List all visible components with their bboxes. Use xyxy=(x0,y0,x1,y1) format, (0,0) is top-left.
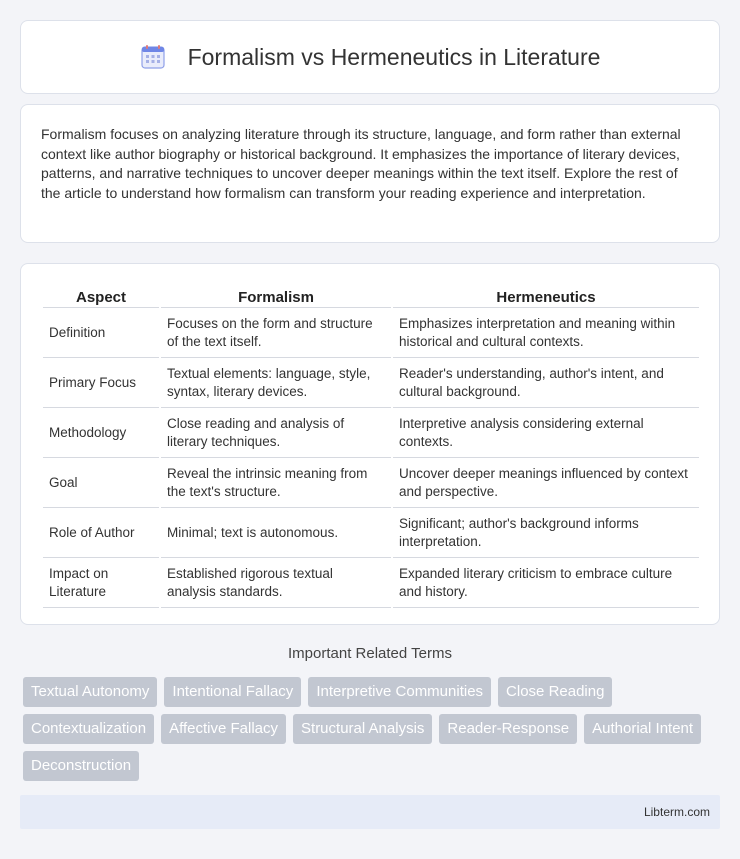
related-term-tag[interactable]: Reader-Response xyxy=(439,714,577,744)
footer xyxy=(20,795,720,829)
related-term-tag[interactable]: Contextualization xyxy=(23,714,154,744)
cell-formalism: Focuses on the form and structure of the text itself. xyxy=(161,308,391,358)
comparison-table-card xyxy=(20,263,720,625)
table-row xyxy=(43,308,699,358)
cell-aspect: Goal xyxy=(43,458,159,508)
table-row xyxy=(43,508,699,558)
table-row xyxy=(43,408,699,458)
calendar-grid-icon xyxy=(140,44,166,70)
cell-formalism: Minimal; text is autonomous. xyxy=(161,508,391,558)
cell-hermeneutics: Expanded literary criticism to embrace culture and history. xyxy=(393,558,699,608)
related-term-tag[interactable]: Affective Fallacy xyxy=(161,714,286,744)
cell-hermeneutics: Significant; author's background informs interpretation. xyxy=(393,508,699,558)
page-title: Formalism vs Hermeneutics in Literature xyxy=(187,43,601,70)
intro-card xyxy=(20,104,720,243)
header-hermeneutics: Hermeneutics xyxy=(393,284,699,308)
related-term-tag[interactable]: Authorial Intent xyxy=(584,714,701,744)
cell-formalism: Established rigorous textual analysis standards. xyxy=(161,558,391,608)
cell-hermeneutics: Interpretive analysis considering external contexts. xyxy=(393,408,699,458)
cell-formalism: Textual elements: language, style, syntax, literary devices. xyxy=(161,358,391,408)
footer-brand-link[interactable]: Libterm.com xyxy=(643,805,710,819)
cell-aspect: Primary Focus xyxy=(43,358,159,408)
related-term-tag[interactable]: Structural Analysis xyxy=(293,714,432,744)
related-term-tag[interactable]: Textual Autonomy xyxy=(23,677,157,707)
table-header-row xyxy=(43,284,699,308)
related-term-tag[interactable]: Deconstruction xyxy=(23,751,139,781)
cell-hermeneutics: Emphasizes interpretation and meaning within historical and cultural contexts. xyxy=(393,308,699,358)
cell-hermeneutics: Uncover deeper meanings influenced by context and perspective. xyxy=(393,458,699,508)
header-aspect: Aspect xyxy=(43,284,159,308)
cell-aspect: Definition xyxy=(43,308,159,358)
related-term-tag[interactable]: Close Reading xyxy=(498,677,612,707)
related-terms-title: Important Related Terms xyxy=(288,645,452,662)
cell-formalism: Close reading and analysis of literary techniques. xyxy=(161,408,391,458)
table-row xyxy=(43,558,699,608)
header-formalism: Formalism xyxy=(161,284,391,308)
title-card xyxy=(20,20,720,94)
cell-hermeneutics: Reader's understanding, author's intent, and cultural background. xyxy=(393,358,699,408)
cell-aspect: Impact on Literature xyxy=(43,558,159,608)
related-term-tag[interactable]: Intentional Fallacy xyxy=(164,677,301,707)
related-terms-list xyxy=(23,677,723,781)
cell-formalism: Reveal the intrinsic meaning from the text's structure. xyxy=(161,458,391,508)
table-row xyxy=(43,458,699,508)
intro-text: Formalism focuses on analyzing literature through its structure, language, and form rather than external context like author biography or historical background. It emphasizes the importance of literary devices, patterns, and narrative techniques to uncover deeper meanings within the text itself. Explore the rest of the article to understand how formalism can transform your reading experience and interpretation. xyxy=(41,126,681,201)
table-row xyxy=(43,358,699,408)
comparison-table xyxy=(41,284,701,608)
cell-aspect: Role of Author xyxy=(43,508,159,558)
cell-aspect: Methodology xyxy=(43,408,159,458)
related-term-tag[interactable]: Interpretive Communities xyxy=(308,677,491,707)
